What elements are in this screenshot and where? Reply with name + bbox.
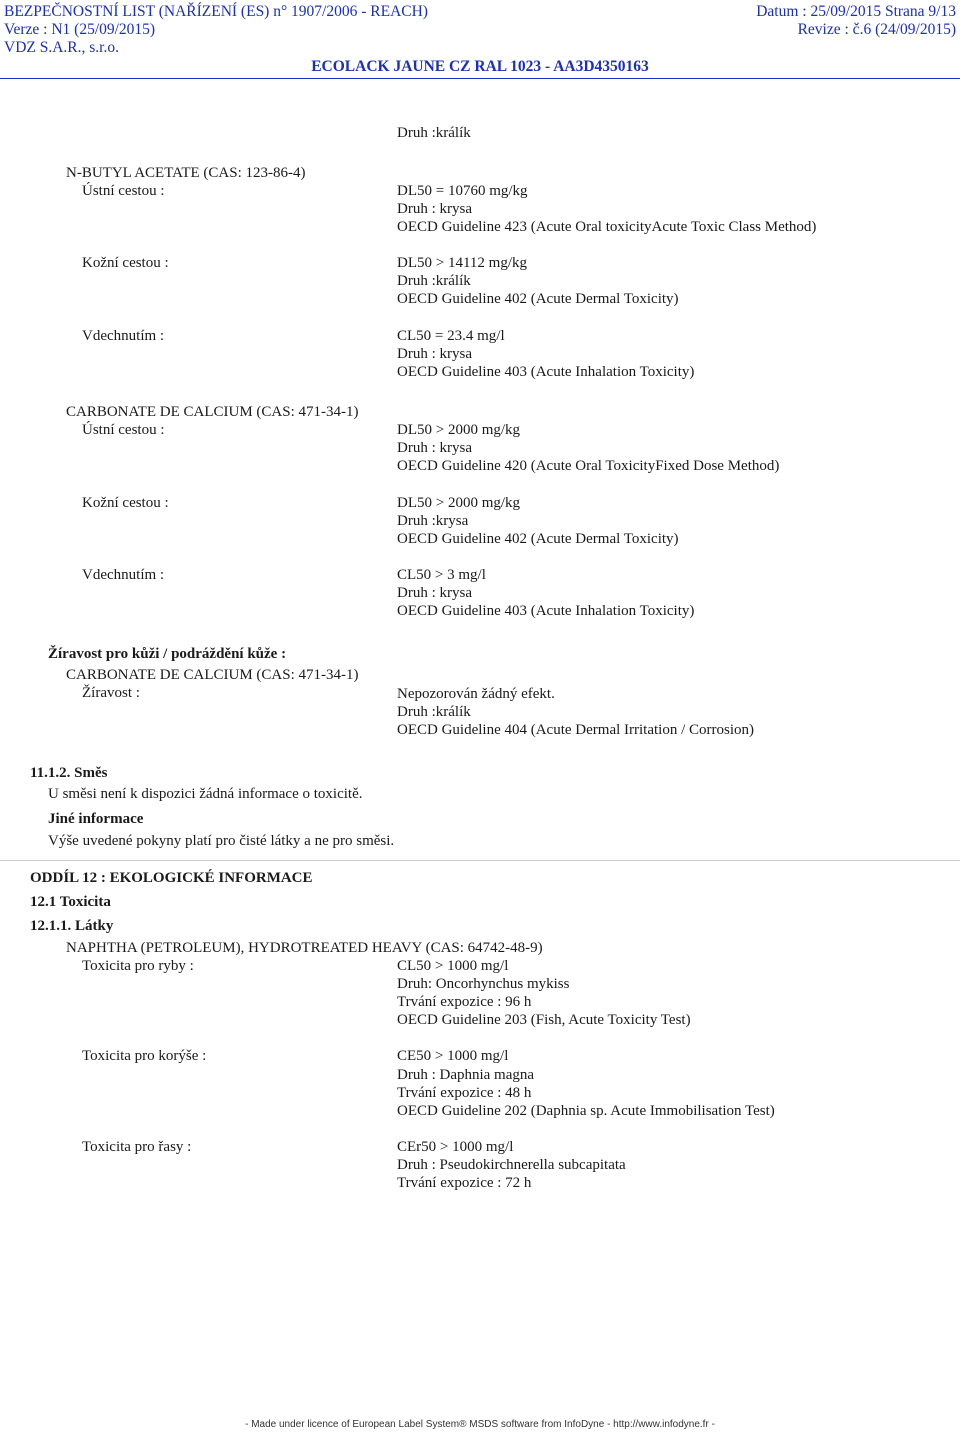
inhalation-species: Druh : krysa — [397, 346, 472, 362]
dermal-value: DL50 > 14112 mg/kg — [397, 255, 527, 271]
mixture-text: U směsi není k dispozici žádná informace o toxicitě. — [48, 786, 363, 802]
oral-value: DL50 = 10760 mg/kg — [397, 183, 528, 199]
inhalation-guideline: OECD Guideline 403 (Acute Inhalation Toxicity) — [397, 603, 695, 619]
corrosion-label: Žíravost : — [82, 685, 140, 701]
header-divider — [0, 78, 960, 79]
algae-species: Druh : Pseudokirchnerella subcapitata — [397, 1157, 626, 1173]
version-info: Verze : N1 (25/09/2015) — [4, 21, 156, 38]
product-name: ECOLACK JAUNE CZ RAL 1023 - AA3D4350163 — [311, 58, 649, 75]
mixture-heading: 11.1.2. Směs — [30, 765, 108, 781]
other-info-text: Výše uvedené pokyny platí pro čisté látky a ne pro směsi. — [48, 833, 395, 849]
algae-toxicity-label: Toxicita pro řasy : — [82, 1139, 192, 1155]
crustacean-toxicity-label: Toxicita pro korýše : — [82, 1048, 207, 1064]
algae-exposure: Trvání expozice : 72 h — [397, 1175, 532, 1191]
subsection-substances: 12.1.1. Látky — [30, 918, 114, 934]
oral-species: Druh : krysa — [397, 440, 472, 456]
substance-name: NAPHTHA (PETROLEUM), HYDROTREATED HEAVY (CAS: 64742-48-9) — [66, 940, 543, 956]
dermal-value: DL50 > 2000 mg/kg — [397, 495, 521, 511]
inhalation-guideline: OECD Guideline 403 (Acute Inhalation Toxicity) — [397, 364, 695, 380]
oral-label: Ústní cestou : — [82, 183, 165, 199]
date-page-info: Datum : 25/09/2015 Strana 9/13 — [756, 3, 956, 20]
inhalation-species: Druh : krysa — [397, 585, 472, 601]
fish-exposure: Trvání expozice : 96 h — [397, 994, 532, 1010]
corrosion-guideline: OECD Guideline 404 (Acute Dermal Irritation / Corrosion) — [397, 722, 754, 738]
oral-guideline: OECD Guideline 423 (Acute Oral toxicityAcute Toxic Class Method) — [397, 219, 817, 235]
dermal-guideline: OECD Guideline 402 (Acute Dermal Toxicity) — [397, 531, 679, 547]
fish-species: Druh: Oncorhynchus mykiss — [397, 976, 570, 992]
substance-name: N-BUTYL ACETATE (CAS: 123-86-4) — [66, 165, 306, 181]
substance-name: CARBONATE DE CALCIUM (CAS: 471-34-1) — [66, 404, 359, 420]
oral-guideline: OECD Guideline 420 (Acute Oral ToxicityFixed Dose Method) — [397, 458, 780, 474]
fish-value: CL50 > 1000 mg/l — [397, 958, 509, 974]
section-divider — [0, 860, 960, 861]
substance-name: CARBONATE DE CALCIUM (CAS: 471-34-1) — [66, 667, 359, 683]
inhalation-value: CL50 = 23.4 mg/l — [397, 328, 505, 344]
top-species: Druh :králík — [397, 125, 471, 141]
inhalation-value: CL50 > 3 mg/l — [397, 567, 486, 583]
dermal-guideline: OECD Guideline 402 (Acute Dermal Toxicity) — [397, 291, 679, 307]
other-info-heading: Jiné informace — [48, 811, 144, 827]
oral-value: DL50 > 2000 mg/kg — [397, 422, 521, 438]
section-12-title: ODDÍL 12 : EKOLOGICKÉ INFORMACE — [30, 870, 313, 886]
document-title: BEZPEČNOSTNÍ LIST (NAŘÍZENÍ (ES) n° 1907/2006 - REACH) — [4, 3, 428, 20]
oral-species: Druh : krysa — [397, 201, 472, 217]
crustacean-exposure: Trvání expozice : 48 h — [397, 1085, 532, 1101]
dermal-label: Kožní cestou : — [82, 255, 169, 271]
dermal-species: Druh :králík — [397, 273, 471, 289]
company-name: VDZ S.A.R., s.r.o. — [4, 39, 119, 56]
footer-licence: - Made under licence of European Label System® MSDS software from InfoDyne - http://www.infodyne.fr - — [245, 1419, 715, 1430]
revision-info: Revize : č.6 (24/09/2015) — [797, 21, 956, 38]
dermal-species: Druh :krysa — [397, 513, 469, 529]
crustacean-value: CE50 > 1000 mg/l — [397, 1048, 509, 1064]
algae-value: CEr50 > 1000 mg/l — [397, 1139, 514, 1155]
fish-guideline: OECD Guideline 203 (Fish, Acute Toxicity Test) — [397, 1012, 691, 1028]
inhalation-label: Vdechnutím : — [82, 567, 165, 583]
corrosion-result: Nepozorován žádný efekt. — [397, 686, 555, 702]
corrosion-species: Druh :králík — [397, 704, 471, 720]
crustacean-guideline: OECD Guideline 202 (Daphnia sp. Acute Immobilisation Test) — [397, 1103, 775, 1119]
inhalation-label: Vdechnutím : — [82, 328, 165, 344]
dermal-label: Kožní cestou : — [82, 495, 169, 511]
fish-toxicity-label: Toxicita pro ryby : — [82, 958, 194, 974]
skin-corrosion-heading: Žíravost pro kůži / podráždění kůže : — [48, 646, 287, 662]
crustacean-species: Druh : Daphnia magna — [397, 1067, 535, 1083]
oral-label: Ústní cestou : — [82, 422, 165, 438]
subsection-toxicity: 12.1 Toxicita — [30, 894, 111, 910]
